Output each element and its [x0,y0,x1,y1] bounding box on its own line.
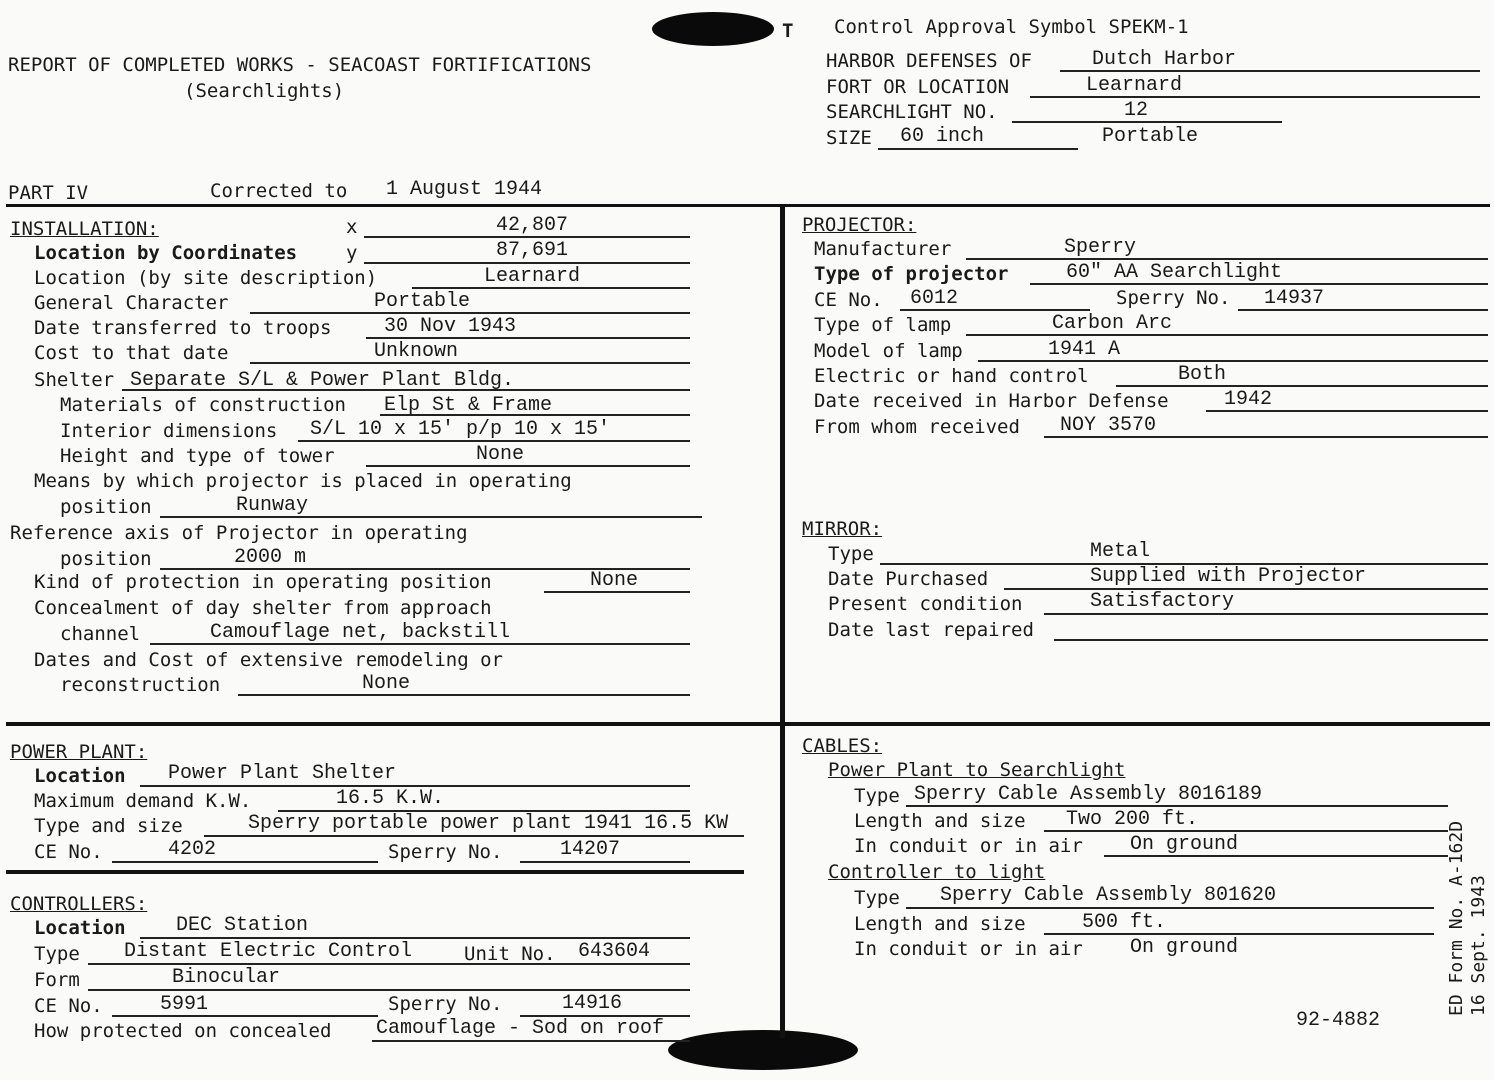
interior-label: Interior dimensions [60,420,278,442]
pp-type-label: Type and size [34,815,183,837]
y-label: y [346,242,358,264]
fort-value: Learnard [1086,74,1183,97]
ctl-protected-value: Camouflage - Sod on roof [376,1017,665,1040]
lamp-model-value: 1941 A [1048,338,1121,361]
pp-demand-value: 16.5 K.W. [336,787,445,810]
tower-line [366,465,690,467]
searchlight-no-value: 12 [1124,99,1149,122]
transferred-label: Date transferred to troops [34,317,332,339]
shelter-value: Separate S/L & Power Plant Bldg. [130,369,515,392]
controllers-heading: CONTROLLERS: [10,893,148,915]
cable2-type-label: Type [854,887,900,909]
corrected-value: 1 August 1944 [386,178,543,201]
size-value: 60 inch [900,125,985,148]
condition-value: Satisfactory [1090,590,1235,613]
cable2-length-label: Length and size [854,913,1026,935]
purchased-line [1004,588,1488,590]
report-subtitle: (Searchlights) [184,80,345,102]
protection-value: None [590,569,639,592]
cable2-conduit-label: In conduit or in air [854,938,1083,960]
ctl-type-label: Type [34,943,80,965]
repaired-line [1054,639,1488,641]
corrected-label: Corrected to [210,180,348,202]
top-border [6,204,1490,207]
projector-ce-label: CE No. [814,289,883,311]
ctl-location-line [140,937,690,939]
lamp-type-line [966,334,1488,336]
site-value: Learnard [484,265,581,288]
pp-to-searchlight-heading: Power Plant to Searchlight [828,759,1126,781]
lamp-type-value: Carbon Arc [1052,312,1173,335]
tower-value: None [476,443,525,466]
cable2-type-value: Sperry Cable Assembly 801620 [940,884,1277,907]
projector-type-value: 60" AA Searchlight [1066,261,1283,284]
control-type-label: Electric or hand control [814,365,1089,387]
manufacturer-line [966,258,1488,260]
character-value: Portable [374,290,471,313]
ref-axis-value: 2000 m [234,546,307,569]
remodel-value: None [362,672,411,695]
cable2-length-value: 500 ft. [1082,911,1167,934]
interior-value: S/L 10 x 15' p/p 10 x 15' [310,418,611,441]
concealment-label: Concealment of day shelter from approach [34,597,492,619]
ref-axis-label-2: position [60,548,152,570]
cable1-conduit-value: On ground [1130,833,1239,856]
ctl-form-label: Form [34,969,80,991]
size-label: SIZE [826,127,872,149]
ctl-unit-label: Unit No. [464,943,556,965]
cable2-type-line [906,907,1434,909]
pp-ce-line [112,861,378,863]
means-label-2: position [60,496,152,518]
redaction-bottom [668,1030,858,1070]
means-label: Means by which projector is placed in operating [34,470,572,492]
materials-label: Materials of construction [60,394,346,416]
means-value: Runway [236,494,309,517]
remodel-label: Dates and Cost of extensive remodeling or [34,649,503,671]
x-value: 42,807 [496,214,569,237]
ctl-location-value: DEC Station [176,914,309,937]
ctl-ce-line [112,1015,378,1017]
pp-location-label: Location [34,765,126,787]
middle-divider [6,722,1490,726]
x-label: x [346,216,358,238]
size-type-value: Portable [1102,125,1199,148]
fort-label: FORT OR LOCATION [826,76,1010,98]
pp-sperry-label: Sperry No. [388,841,503,863]
projector-sperry-label: Sperry No. [1116,287,1231,309]
installation-heading: INSTALLATION: [10,218,159,240]
searchlight-no-label: SEARCHLIGHT NO. [826,101,998,123]
ref-axis-label: Reference axis of Projector in operating [10,522,468,544]
coords-label: Location by Coordinates [34,242,298,264]
harbor-value: Dutch Harbor [1092,48,1237,71]
ctl-form-line [88,989,690,991]
cables-heading: CABLES: [802,735,883,757]
vertical-divider [780,204,785,1038]
protection-label: Kind of protection in operating position [34,571,492,593]
ctl-sperry-value: 14916 [562,992,623,1015]
from-whom-value: NOY 3570 [1060,414,1157,437]
pp-demand-label: Maximum demand K.W. [34,790,252,812]
pp-type-value: Sperry portable power plant 1941 16.5 KW [248,812,729,835]
remodel-line [238,694,690,696]
cable1-type-value: Sperry Cable Assembly 8016189 [914,783,1263,806]
site-label: Location (by site description) [34,267,378,289]
ctl-ce-label: CE No. [34,995,103,1017]
cable1-type-label: Type [854,785,900,807]
mirror-type-label: Type [828,543,874,565]
received-value: 1942 [1224,388,1273,411]
condition-label: Present condition [828,593,1023,615]
cost-line [250,362,690,364]
materials-value: Elp St & Frame [384,394,553,417]
lamp-model-label: Model of lamp [814,340,963,362]
ctl-sperry-label: Sperry No. [388,993,503,1015]
power-controllers-divider [6,870,744,874]
manufacturer-label: Manufacturer [814,238,952,260]
projector-type-label: Type of projector [814,263,1009,285]
ctl-form-value: Binocular [172,966,281,989]
projector-sperry-value: 14937 [1264,287,1325,310]
cable1-conduit-label: In conduit or in air [854,835,1083,857]
controller-to-light-heading: Controller to light [828,861,1046,883]
pp-type-line [204,835,744,837]
purchased-label: Date Purchased [828,568,989,590]
transferred-value: 30 Nov 1943 [384,315,517,338]
lamp-type-label: Type of lamp [814,314,952,336]
pp-sperry-line [520,861,690,863]
ctl-type-line [88,963,690,965]
control-type-value: Both [1178,363,1227,386]
classification-mark-top: T [782,20,794,42]
mirror-type-value: Metal [1090,540,1151,563]
ctl-type-value: Distant Electric Control [124,940,413,963]
y-value: 87,691 [496,239,569,262]
ctl-protected-label: How protected on concealed [34,1020,332,1042]
pp-ce-label: CE No. [34,841,103,863]
cable2-conduit-value: On ground [1130,936,1239,959]
document-number: 92-4882 [1296,1009,1381,1032]
remodel-label-2: reconstruction [60,674,221,696]
concealment-value: Camouflage net, backstill [210,621,511,644]
part-label: PART IV [8,182,89,204]
ctl-ce-value: 5991 [160,993,209,1016]
form-date: 16 Sept. 1943 [1468,875,1489,1016]
harbor-label: HARBOR DEFENSES OF [826,50,1032,72]
ctl-unit-value: 643604 [578,940,651,963]
ctl-protected-line [372,1040,690,1042]
pp-location-value: Power Plant Shelter [168,762,397,785]
pp-sperry-value: 14207 [560,838,621,861]
manufacturer-value: Sperry [1064,236,1137,259]
report-title: REPORT OF COMPLETED WORKS - SEACOAST FORTIFICATIONS [8,54,592,76]
y-line [364,262,690,264]
projector-ce-value: 6012 [910,287,959,310]
redaction-top [652,12,774,46]
form-number: ED Form No. A-162D [1446,820,1467,1016]
purchased-value: Supplied with Projector [1090,565,1367,588]
control-approval-symbol: Control Approval Symbol SPEKM-1 [834,16,1189,38]
character-label: General Character [34,292,229,314]
concealment-label-2: channel [60,623,141,645]
ctl-location-label: Location [34,917,126,939]
shelter-label: Shelter [34,369,115,391]
received-label: Date received in Harbor Defense [814,390,1169,412]
cable1-length-label: Length and size [854,810,1026,832]
size-line [878,148,1078,150]
from-whom-label: From whom received [814,416,1020,438]
projector-heading: PROJECTOR: [802,214,917,236]
condition-line [1044,613,1488,615]
power-plant-heading: POWER PLANT: [10,741,148,763]
control-type-line [1116,385,1488,387]
mirror-heading: MIRROR: [802,518,883,540]
cost-value: Unknown [374,340,459,363]
cable1-length-value: Two 200 ft. [1066,808,1199,831]
cost-label: Cost to that date [34,342,229,364]
repaired-label: Date last repaired [828,619,1034,641]
tower-label: Height and type of tower [60,445,335,467]
pp-ce-value: 4202 [168,838,217,861]
